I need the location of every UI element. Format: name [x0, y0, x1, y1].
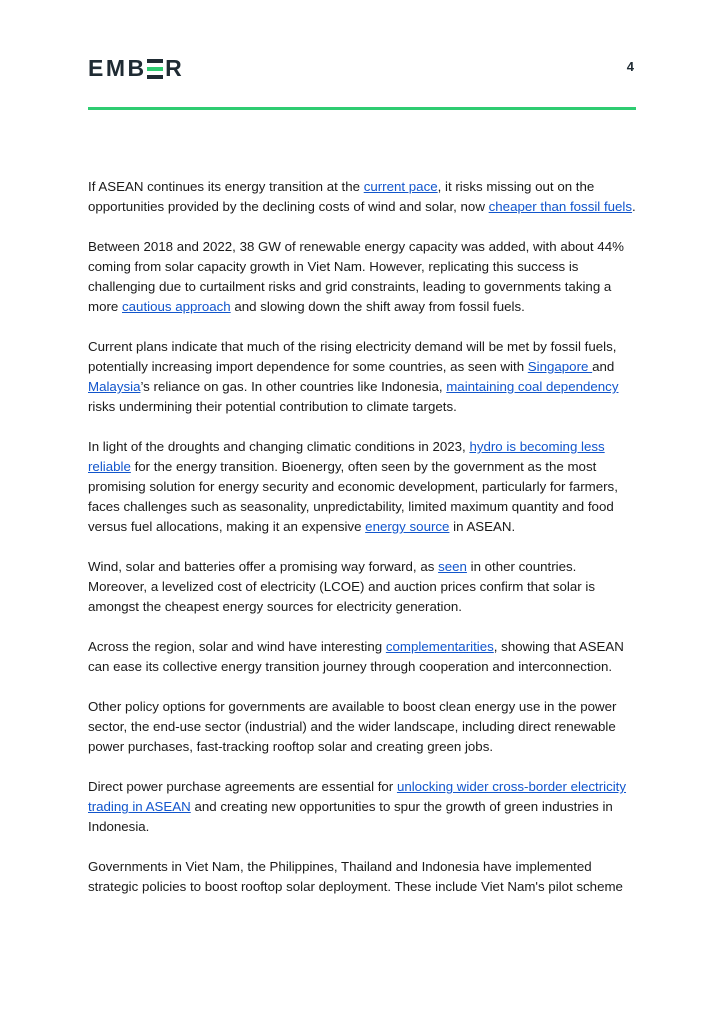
- text-span: and: [592, 359, 615, 374]
- paragraph-1: [88, 177, 636, 217]
- text-span: Across the region, solar and wind have interesting: [88, 639, 386, 654]
- body-text: [88, 177, 636, 917]
- header-divider: [88, 107, 636, 110]
- text-span: .: [632, 199, 636, 214]
- paragraph-4: [88, 437, 636, 537]
- text-span: risks undermining their potential contribution to climate targets.: [88, 399, 457, 414]
- text-span: ’s reliance on gas. In other countries like Indonesia,: [140, 379, 447, 394]
- link-cautious-approach[interactable]: cautious approach: [122, 299, 231, 314]
- page-header: [88, 57, 636, 81]
- page-number: 4: [626, 59, 634, 74]
- paragraph-7: [88, 697, 636, 757]
- link-maintaining-coal-dependency[interactable]: maintaining coal dependency: [446, 379, 619, 394]
- ember-logo: [88, 57, 184, 79]
- link-complementarities[interactable]: complementarities: [385, 639, 494, 654]
- link-hydro-less-reliable[interactable]: hydro is becoming less reliable: [88, 439, 605, 474]
- logo-text-left: EMB: [88, 55, 147, 81]
- link-cheaper-than-fossil-fuels[interactable]: cheaper than fossil fuels: [488, 199, 633, 214]
- text-span: in ASEAN.: [449, 519, 516, 534]
- link-malaysia[interactable]: Malaysia: [88, 379, 141, 394]
- paragraph-3: [88, 337, 636, 417]
- paragraph-2: [88, 237, 636, 317]
- text-span: , it risks missing out on the opportunities provided by the declining costs of wind and solar, now: [88, 179, 595, 214]
- text-span: and slowing down the shift away from fossil fuels.: [230, 299, 525, 314]
- paragraph-6: [88, 637, 636, 677]
- text-span: for the energy transition. Bioenergy, often seen by the government as the most promising solution for energy security and economic development, particularly for farmers, faces challenges such as seasonality, unpredictability, limited maximum quantity and food versus fuel allocations, making it an expensive: [88, 459, 618, 534]
- paragraph-5: [88, 557, 636, 617]
- link-seen[interactable]: seen: [438, 559, 467, 574]
- text-span: Other policy options for governments are available to boost clean energy use in the power sector, the end-use sector (industrial) and the wider landscape, including direct renewable power purchases, fast-tracking rooftop solar and creating green jobs.: [88, 699, 617, 754]
- text-span: Current plans indicate that much of the rising electricity demand will be met by fossil fuels, potentially increasing import dependence for some countries, as seen with: [88, 339, 617, 374]
- link-cross-border-electricity-trading[interactable]: unlocking wider cross-border electricity trading in ASEAN: [88, 779, 627, 814]
- text-span: Wind, solar and batteries offer a promising way forward, as: [88, 559, 439, 574]
- text-span: Between 2018 and 2022, 38 GW of renewable energy capacity was added, with about 44% coming from solar capacity growth in Viet Nam. However, replicating this success is challenging due to curtailment risks and grid constraints, leading to governments taking a more: [88, 239, 624, 314]
- text-span: , showing that ASEAN can ease its collective energy transition journey through cooperation and interconnection.: [88, 639, 624, 674]
- text-span: If ASEAN continues its energy transition at the: [88, 179, 364, 194]
- logo-e-mark-icon: [147, 58, 163, 78]
- text-span: and creating new opportunities to spur the growth of green industries in Indonesia.: [88, 799, 613, 834]
- link-energy-source[interactable]: energy source: [365, 519, 450, 534]
- paragraph-8: [88, 777, 636, 837]
- logo-text-right: R: [165, 55, 185, 81]
- link-current-pace[interactable]: current pace: [363, 179, 438, 194]
- text-span: In light of the droughts and changing climatic conditions in 2023,: [88, 439, 470, 454]
- text-span: Governments in Viet Nam, the Philippines, Thailand and Indonesia have implemented strategic policies to boost rooftop solar deployment. These include Viet Nam's pilot scheme: [88, 859, 623, 894]
- text-span: Direct power purchase agreements are essential for: [88, 779, 397, 794]
- paragraph-9: [88, 857, 636, 897]
- text-span: in other countries. Moreover, a levelized cost of electricity (LCOE) and auction prices confirm that solar is amongst the cheapest energy sources for electricity generation.: [88, 559, 595, 614]
- link-singapore[interactable]: Singapore: [527, 359, 593, 374]
